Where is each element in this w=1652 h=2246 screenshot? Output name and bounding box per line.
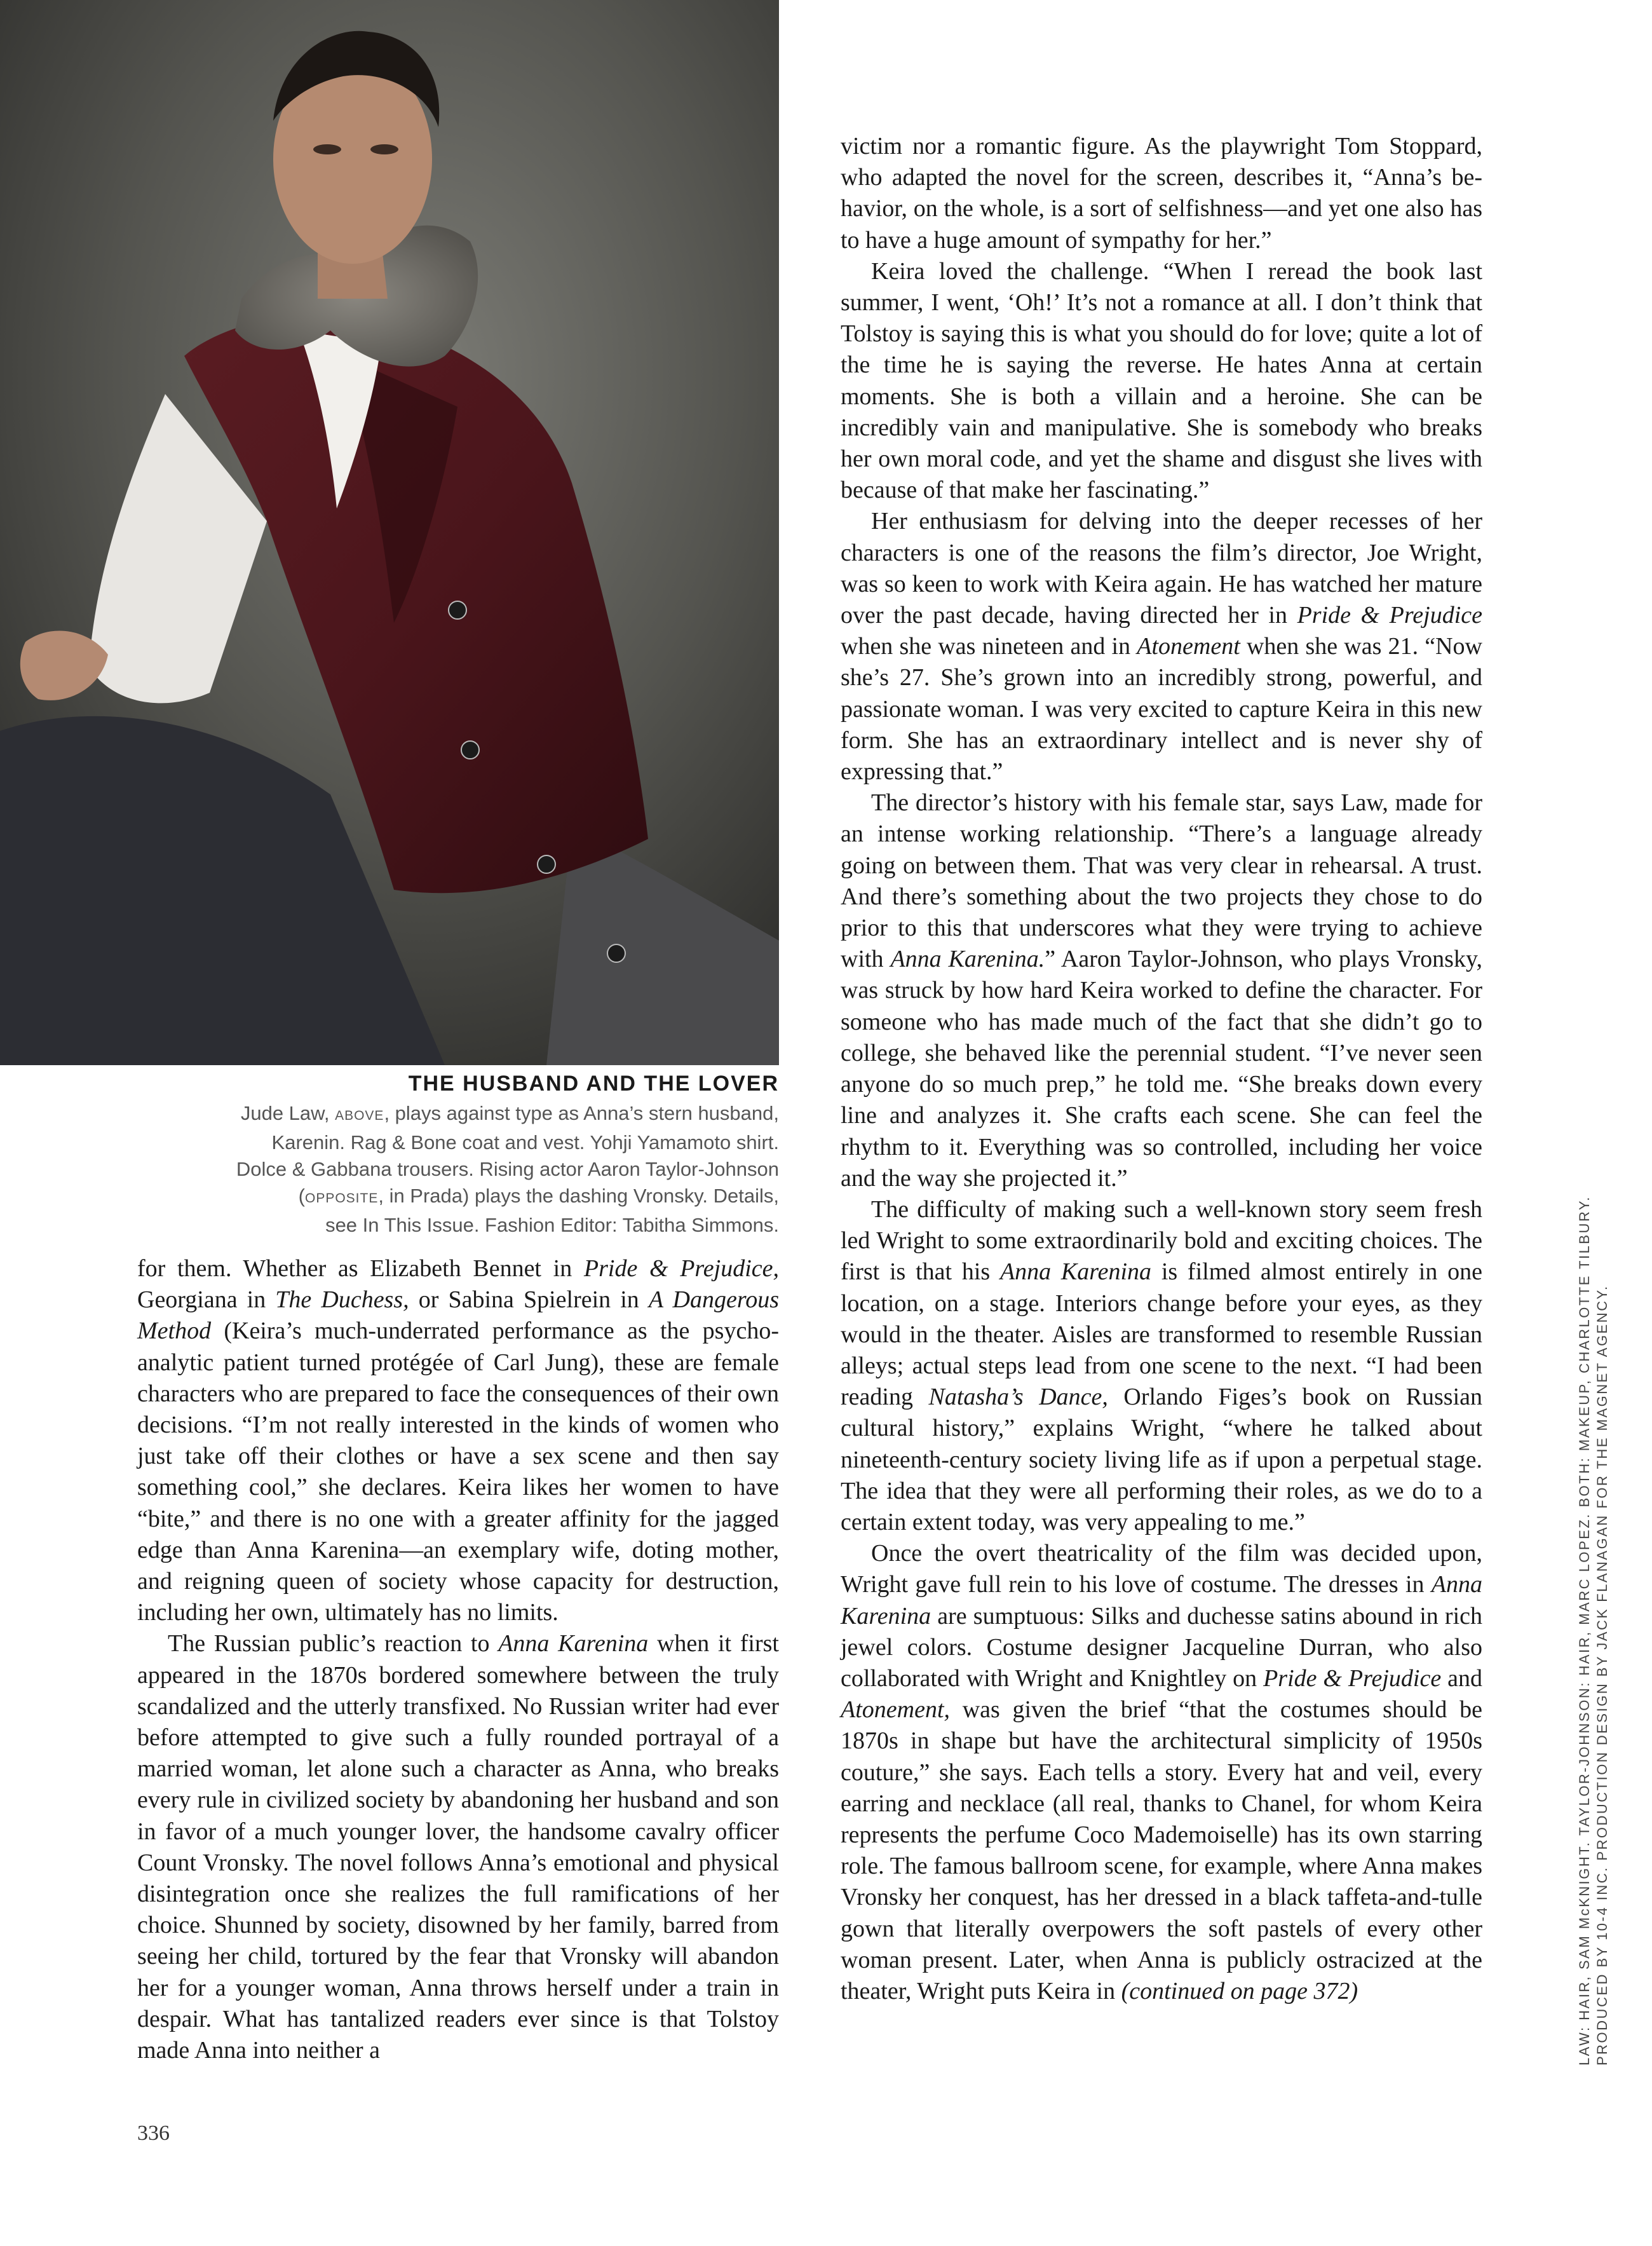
caption-smallcaps-above: ABOVE [335, 1108, 384, 1123]
credits-line2: PRODUCED BY 10-4 INC. PRODUCTION DESIGN BY JACK FLANAGAN FOR THE MAGNET AGENCY. [1594, 1284, 1610, 2066]
paragraph: Her enthusiasm for delving into the deeper recesses of her characters is one of the reasons the film’s director, Joe Wright, was so keen to work with Keira again. He has watched her mature over the past decade, having directed her in Pride & Prejudice when she was nineteen and in Atonement when she was 21. “Now she’s 27. She’s grown into an incredibly strong, powerful, and passionate woman. I was very excited to capture Keira in this new form. She has an extraordinary intellect and is never shy of expressing that.” [841, 508, 1483, 786]
caption-smallcaps-opposite: OPPOSITE [304, 1191, 379, 1206]
paragraph: victim nor a romantic figure. As the playwright Tom Stoppard, who adapted the novel for the screen, describes it, “Anna’s behavior, on the whole, is a sort of selfishness—and yet one also has to have a huge amount of sympathy for her.” [841, 133, 1482, 254]
caption-line4-a: ( [298, 1185, 305, 1207]
caption-line5: see In This Issue. Fashion Editor: Tabitha Simmons. [325, 1214, 779, 1236]
paragraph: The Russian public’s reaction to Anna Karenina when it first appeared in the 1870s bordered somewhere between the truly scandalized and the utterly transfixed. No Russian writer had ever before attempted to give such a fully rounded portrayal of a married woman, let alone such a character as Anna, who breaks every rule in civilized society by abandoning her husband and son in favor of a much younger lover, the handsome cavalry officer Count Vronsky. The novel follows Anna’s emotional and physical disintegration once she realizes the full ramifications of her choice. Shunned by society, disowned by her family, barred from seeing her child, tortured by the fear that Vronsky will abandon her for a younger woman, Anna throws herself under a train in despair. What has tantalized readers ever since is that Tolstoy made Anna into neither a [137, 1630, 779, 2064]
caption-line2: Karenin. Rag & Bone coat and vest. Yohji Yamamoto shirt. [271, 1131, 779, 1154]
continued-note: (continued on page 372) [1121, 1977, 1358, 2004]
paragraph: The director’s history with his female star, says Law, made for an intense working relationship. “There’s a language already going on between them. That was very clear in rehearsal. A trust. And there’s something about the two projects they chose to do prior to this that underscores what they were trying to achieve with Anna Karenina.” Aaron Taylor-Johnson, who plays Vronsky, was struck by how hard Keira worked to define the character. For someone who has made much of the fact that she didn’t go to college, she behaved like the perennial student. “I’ve never seen anyone do so much prep,” he told me. “She breaks down every line and analyzes it. She crafts each scene. She can feel the rhythm to it. Everything was so controlled, including her voice and the way she projected it.” [841, 789, 1482, 1192]
caption-line4-b: , in Prada) plays the dashing Vronsky. Details, [378, 1185, 779, 1207]
caption-line1-a: Jude Law, [240, 1102, 335, 1124]
paragraph: for them. Whether as Elizabeth Bennet in Pride & Prejudice, Georgiana in The Duchess, or Sabina Spielrein in A Dangerous Method (Keira’s much-underrated performance as the psychoanalytic patient turned protégée of Carl Jung), these are female characters who are prepared to face the consequences of their own decisions. “I’m not really interested in the kinds of women who just take off their clothes or have a sex scene and then say something cool,” she declares. Keira likes her women to have “bite,” and there is no one with a greater affinity for the jagged edge than Anna Karenina—an exemplary wife, doting mother, and reigning queen of society whose capacity for destruction, including her own, ultimately has no limits. [137, 1255, 779, 1626]
portrait-photo [0, 0, 779, 1065]
photo-credits [1576, 1195, 1611, 2066]
page-number: 336 [137, 2121, 170, 2145]
caption-title: THE HUSBAND AND THE LOVER [408, 1072, 779, 1096]
credits-line1: LAW: HAIR, SAM McKNIGHT. TAYLOR-JOHNSON: HAIR, MARC LOPEZ. BOTH: MAKEUP, CHARLOTTE TILBURY. [1576, 1195, 1592, 2066]
photo-caption [102, 1070, 779, 1239]
caption-line3: Dolce & Gabbana trousers. Rising actor Aaron Taylor-Johnson [236, 1158, 779, 1180]
article-column-right [841, 131, 1482, 2007]
portrait-illustration [0, 0, 779, 1065]
caption-line1-b: , plays against type as Anna’s stern husband, [384, 1102, 779, 1124]
paragraph: Once the overt theatricality of the film was decided upon, Wright gave full rein to his love of costume. The dresses in Anna Karenina are sumptuous: Silks and duchesse satins abound in rich jewel colors. Costume designer Jacqueline Durran, who also collaborated with Wright and Knightley on Pride & Prejudice and Atonement, was given the brief “that the costumes should be 1870s in shape but have the architectural simplicity of 1950s couture,” she says. Each tells a story. Every hat and veil, every earring and necklace (all real, thanks to Chanel, for whom Keira represents the perfume Coco Mademoiselle) has its own starring role. The famous ballroom scene, for example, where Anna makes Vronsky her conquest, has her dressed in a black taffeta-and-tulle gown that literally overpowers the soft pastels of every other woman present. Later, when Anna is publicly ostracized at the theater, Wright puts Keira in (continued on page 372) [841, 1540, 1482, 2004]
article-column-left [137, 1253, 779, 2066]
paragraph: Keira loved the challenge. “When I reread the book last summer, I went, ‘Oh!’ It’s not a romance at all. I don’t think that Tolstoy is saying this is what you should do for love; quite a lot of the time he is saying the reverse. He hates Anna at certain moments. She is both a villain and a heroine. She can be incredibly vain and manipulative. She is somebody who breaks her own moral code, and yet the shame and disgust she lives with because of that make her fascinating.” [841, 257, 1482, 504]
paragraph: The difficulty of making such a well-known story seem fresh led Wright to some extraordinarily bold and exciting choices. The first is that his Anna Karenina is filmed almost entirely in one location, on a stage. Interiors change before your eyes, as they would in the theater. Aisles are transformed to resemble Russian alleys; actual steps lead from one scene to the next. “I had been reading Natasha’s Dance, Orlando Figes’s book on Russian cultural history,” explains Wright, “where he talked about nineteenth-century society living life as if upon a perpetual stage. The idea that they were all performing their roles, as we do to a certain extent today, was very appealing to me.” [841, 1195, 1482, 1535]
caption-body [102, 1100, 779, 1239]
